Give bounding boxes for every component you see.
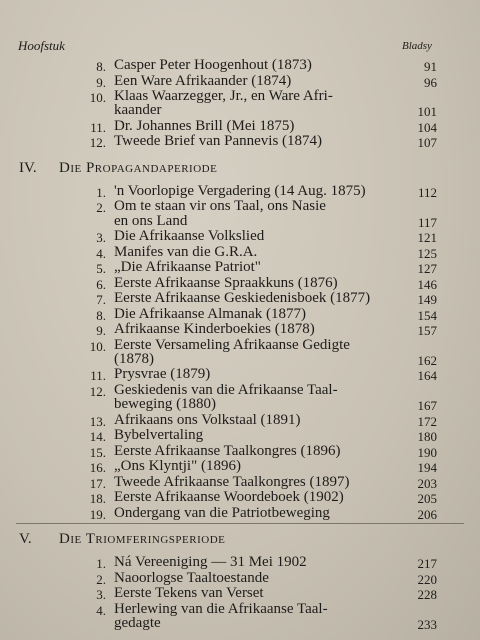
entry-page-number: 167 [417,398,437,414]
entry-title-line: Die Afrikaanse Almanak (1877) [114,305,307,322]
entry-title-line: gedagte [114,615,161,631]
entry-title-line: Tweede Brief van Pannevis (1874) [114,133,323,150]
entry-title-line: 'n Voorlopige Vergadering (14 Aug. 1875) [114,182,366,199]
entry-title-line: „Die Afrikaanse Patriot" [114,259,261,276]
entry-number: 13. [89,413,106,429]
entry-page-number: 203 [417,475,437,491]
entry-page-number: 121 [417,230,437,246]
entry-page-number: 96 [424,74,437,90]
entry-number: 8. [96,59,106,74]
entry-title-line: Om te staan vir ons Taal, ons Nasie [114,198,326,215]
entry-title-line: (1878) [114,350,154,367]
header-page-label: Bladsy [402,40,432,52]
entry-page-number: 233 [417,617,437,632]
entry-page-number: 107 [417,135,437,151]
entry-number: 5. [96,261,106,277]
entry-number: 9. [96,74,106,90]
entry-title-line: Klaas Waarzegger, Jr., en Ware Afri- [114,88,333,104]
entry-title-line: Herlewing van die Afrikaanse Taal- [114,600,328,617]
entry-page-number: 228 [417,587,437,603]
section-heading [19,160,217,177]
entry-title-line: Manifes van die G.R.A. [114,243,258,260]
entry-title-line: „Ons Klyntji" (1896) [114,458,241,475]
section-heading [19,531,225,548]
entry-page-number: 220 [417,571,437,587]
entry-title-line: Prysvrae (1879) [114,366,211,383]
entry-title-line: Naoorlogse Taaltoestande [114,569,269,586]
entry-title-line: Een Ware Afrikaander (1874) [114,72,292,89]
entry-title-line: Die Afrikaanse Volkslied [114,228,265,245]
entry-number: 3. [96,587,106,603]
entry-page-number: 172 [417,413,437,429]
entry-page-number: 206 [417,506,437,522]
entry-title-line: en ons Land [114,212,188,229]
entry-page-number: 180 [417,429,437,445]
entry-title-line: Geskiedenis van die Afrikaanse Taal- [114,381,338,398]
entry-title-line: Afrikaans ons Volkstaal (1891) [114,411,301,428]
entry-title-line: Afrikaanse Kinderboekies (1878) [114,321,315,338]
entry-number: 1. [96,184,106,200]
entry-number: 1. [96,556,106,572]
entry-number: 18. [89,491,106,507]
section-divider [16,523,464,524]
entry-title-line: Tweede Afrikaanse Taalkongres (1897) [114,473,350,490]
entry-number: 16. [89,460,106,476]
entry-page-number: 190 [417,444,437,460]
entry-title-line: Eerste Afrikaanse Woordeboek (1902) [114,489,344,506]
entry-number: 2. [96,200,106,216]
entry-number: 2. [96,571,106,587]
entry-number: 4. [96,602,106,618]
entry-number: 15. [89,444,106,460]
entry-page-number: 205 [417,491,437,507]
entry-title-line: Eerste Tekens van Verset [114,585,264,602]
entry-number: 12. [89,383,106,399]
entry-title-line: Eerste Afrikaanse Spraakkuns (1876) [114,274,338,291]
entry-page-number: 112 [417,184,437,200]
entry-title-line: Casper Peter Hoogenhout (1873) [114,57,312,73]
entry-number: 11. [90,368,106,384]
entry-title-line: Eerste Afrikaanse Geskiedenisboek (1877) [114,290,371,307]
entry-number: 11. [90,119,106,135]
entry-page-number: 125 [417,245,437,261]
entry-page-number: 117 [417,214,437,230]
entry-number: 12. [89,135,106,151]
entry-number: 19. [89,506,106,522]
entry-title-line: Eerste Afrikaanse Taalkongres (1896) [114,442,341,459]
entry-title-line: Dr. Johannes Brill (Mei 1875) [114,117,295,134]
entry-number: 14. [89,429,106,445]
entry-number: 10. [89,338,106,354]
section-number: V. [19,531,32,548]
entry-page-number: 146 [417,276,437,292]
entry-number: 7. [96,292,106,308]
entry-page-number: 154 [417,307,437,323]
entry-number: 6. [96,276,106,292]
entry-page-number: 104 [417,119,437,135]
entry-page-number: 194 [417,460,437,476]
entry-page-number: 157 [417,323,437,339]
entry-title-line: beweging (1880) [114,396,217,413]
entry-title-line: Ná Vereeniging — 31 Mei 1902 [114,554,307,571]
entry-page-number: 149 [417,292,437,308]
entry-page-number: 217 [417,556,437,572]
entry-number: 10. [89,90,106,105]
entry-page-number: 91 [424,59,437,74]
entry-title-line: Bybelvertaling [114,427,204,444]
entry-page-number: 101 [417,104,437,120]
section-number: IV. [19,159,37,176]
entry-title-line: Ondergang van die Patriotbeweging [114,504,330,521]
entry-title-line: Eerste Versameling Afrikaanse Gedigte [114,336,350,353]
entry-number: 9. [96,323,106,339]
entry-number: 3. [96,230,106,246]
entry-page-number: 164 [417,368,437,384]
entry-page-number: 162 [417,352,437,368]
section-title: Die Triomferingsperiode [59,531,226,548]
header-chapter-label: Hoofstuk [18,38,65,53]
entry-title-line: kaander [114,102,162,119]
entry-number: 17. [89,475,106,491]
entry-page-number: 127 [417,261,437,277]
entry-number: 8. [96,307,106,323]
section-title: Die Propagandaperiode [59,159,218,176]
entry-number: 4. [96,245,106,261]
